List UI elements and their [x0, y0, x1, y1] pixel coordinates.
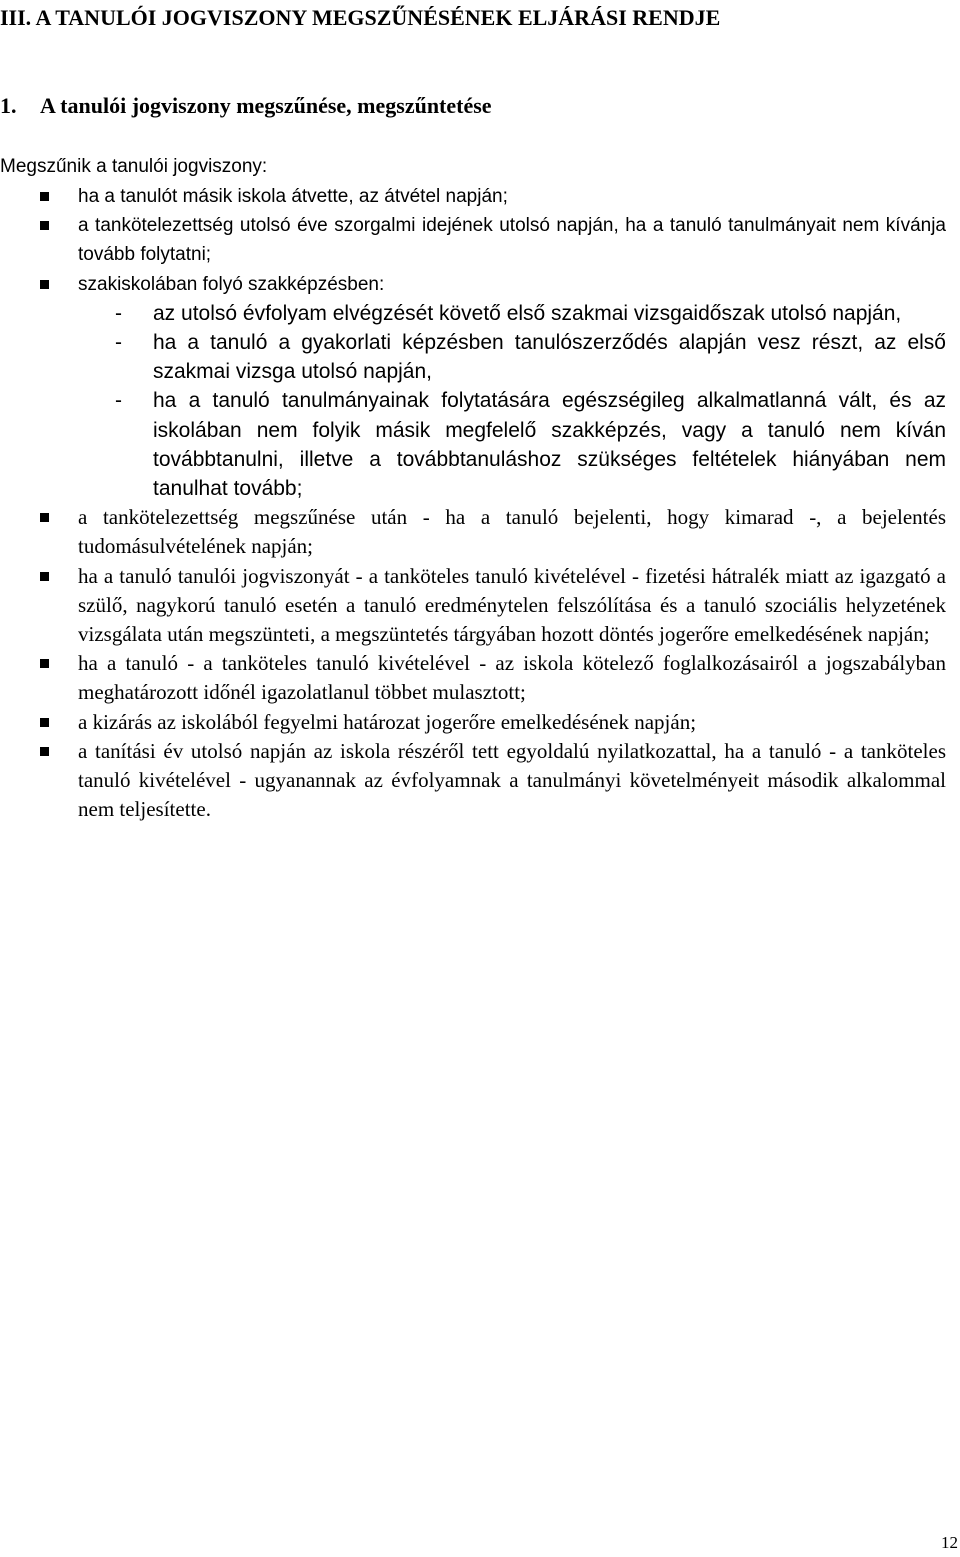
square-bullet-icon — [40, 192, 49, 201]
sub-list-item-text: ha a tanuló a gyakorlati képzésben tanulószerződés alapján vesz részt, az első szakmai vizsga utolsó napján, — [153, 331, 946, 384]
square-bullet-icon — [40, 221, 49, 230]
square-bullet-icon — [40, 718, 49, 727]
square-bullet-icon — [40, 513, 49, 522]
dash-marker: - — [115, 331, 122, 355]
sub-list-item-text: az utolsó évfolyam elvégzését követő első szakmai vizsgaidőszak utolsó napján, — [153, 301, 902, 325]
section-number: 1. — [0, 93, 17, 118]
section-title: A tanulói jogviszony megszűnése, megszűntetése — [40, 93, 492, 118]
page-number: 12 — [941, 1533, 958, 1552]
square-bullet-icon — [40, 572, 49, 581]
list-item — [0, 503, 946, 561]
list-item — [0, 649, 946, 707]
list-item — [0, 270, 946, 504]
square-bullet-icon — [40, 659, 49, 668]
list-item-text: ha a tanulót másik iskola átvette, az átvétel napján; — [78, 186, 508, 207]
list-item — [0, 211, 946, 269]
list-item-text: a tanítási év utolsó napján az iskola részéről tett egyoldalú nyilatkozattal, ha a tanuló - a tanköteles tanuló kivételével - ugyanannak az évfolyamnak a tanulmányi követelményeit második alkalommal nem teljesítette. — [78, 738, 946, 822]
list-item — [0, 737, 946, 825]
dash-marker: - — [115, 389, 122, 413]
square-bullet-icon — [40, 280, 49, 289]
list-item — [0, 708, 946, 737]
list-item — [0, 182, 946, 211]
list-item-text: ha a tanuló tanulói jogviszonyát - a tanköteles tanuló kivételével - fizetési hátralék miatt az igazgató a szülő, nagykorú tanuló esetén a tanuló eredménytelen felszólítása és a tanuló szociális helyzetének vizsgálata után megszünteti, a megszüntetés tárgyában hozott döntés jogerőre emelkedésének napján; — [78, 563, 946, 647]
termination-list — [0, 182, 946, 824]
list-item-text: a tankötelezettség megszűnése után - ha a tanuló bejelenti, hogy kimarad -, a bejelentés tudomásulvételének napján; — [78, 505, 946, 559]
list-item-text: a kizárás az iskolából fegyelmi határozat jogerőre emelkedésének napján; — [78, 709, 697, 734]
sub-list-item — [77, 328, 946, 386]
list-item-text: szakiskolában folyó szakképzésben: — [78, 273, 385, 295]
sub-list-item — [77, 299, 946, 328]
sub-list-item-text: ha a tanuló tanulmányainak folytatására egészségileg alkalmatlanná vált, és az iskolában nem folyik másik megfelelő szakképzés, vagy a tanuló nem kíván továbbtanulni, illetve a továbbtanuláshoz szükséges feltételek hiányában nem tanulhat tovább; — [153, 389, 946, 501]
sub-list-item — [77, 386, 946, 503]
intro-text: Megszűnik a tanulói jogviszony: — [0, 156, 268, 177]
page-title: III. A TANULÓI JOGVISZONY MEGSZŰNÉSÉNEK ELJÁRÁSI RENDJE — [0, 5, 721, 30]
list-item-text: a tankötelezettség utolsó éve szorgalmi idejének utolsó napján, ha a tanuló tanulmányait nem kívánja tovább folytatni; — [78, 215, 946, 266]
dash-marker: - — [115, 301, 122, 325]
list-item-text: ha a tanuló - a tanköteles tanuló kivételével - az iskola kötelező foglalkozásairól a jogszabályban meghatározott időnél igazolatlanul többet mulasztott; — [78, 651, 946, 705]
section-heading — [0, 92, 492, 120]
sub-list — [78, 299, 946, 503]
list-item — [0, 562, 946, 650]
square-bullet-icon — [40, 747, 49, 756]
